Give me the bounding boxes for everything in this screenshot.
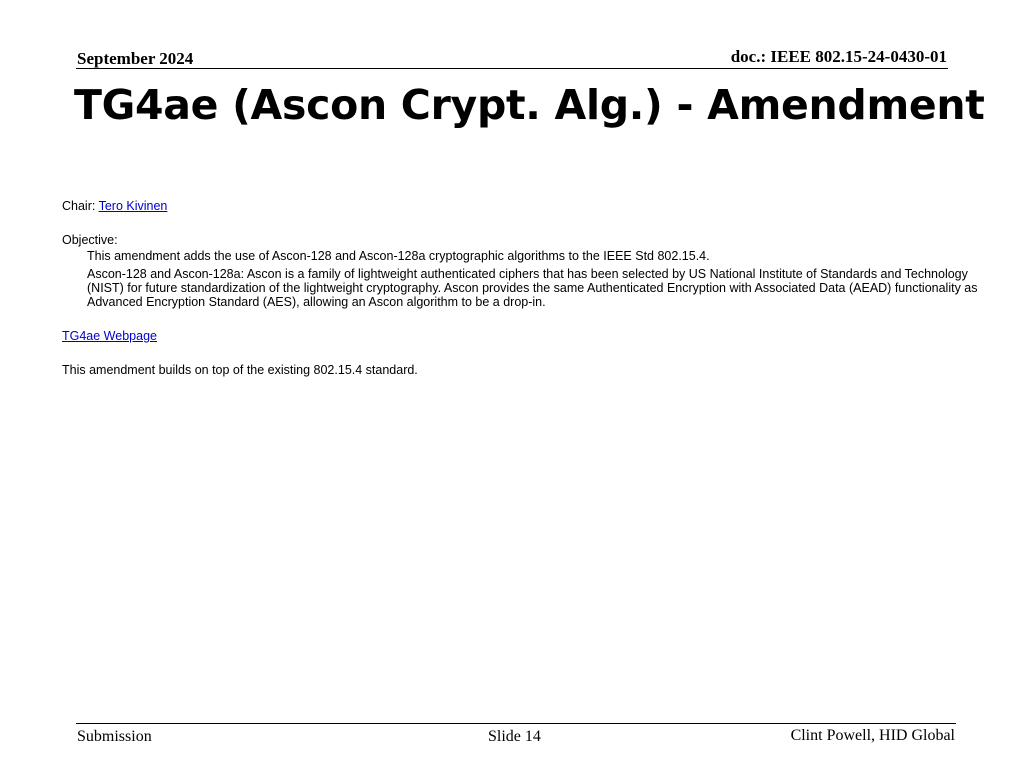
header-date: September 2024 bbox=[77, 49, 194, 68]
chair-label: Chair: bbox=[62, 199, 99, 213]
closing-text: This amendment builds on top of the existing 802.15.4 standard. bbox=[62, 363, 418, 377]
objective-item: This amendment adds the use of Ascon-128 and Ascon-128a cryptographic algorithms to the IEEE Std 802.15.4. bbox=[87, 249, 710, 263]
footer-slide-number: Slide 14 bbox=[488, 728, 541, 745]
webpage-line bbox=[62, 329, 987, 343]
header-doc-id: doc.: IEEE 802.15-24-0430-01 bbox=[730, 47, 947, 66]
chair-line bbox=[62, 199, 987, 213]
header-divider bbox=[76, 68, 948, 69]
chair-name-link[interactable]: Tero Kivinen bbox=[98, 199, 168, 213]
slide-title: TG4ae (Ascon Crypt. Alg.) - Amendment bbox=[74, 81, 985, 129]
objective-item: Ascon-128 and Ascon-128a: Ascon is a family of lightweight authenticated ciphers that has been selected by US National Institute of Standards and Technology (NIST) for future standardization of the lightweight cryptography. Ascon provides the same Authenticated Encryption with Associated Data (AEAD) functionality as Advanced Encryption Standard (AES), allowing an Ascon algorithm to be a drop-in. bbox=[87, 267, 978, 309]
objective-label: Objective: bbox=[62, 233, 118, 247]
footer-submission: Submission bbox=[77, 728, 152, 745]
footer-divider bbox=[76, 723, 956, 724]
footer-author: Clint Powell, HID Global bbox=[790, 727, 955, 744]
tg4ae-webpage-link[interactable]: TG4ae Webpage bbox=[62, 329, 157, 343]
slide-body bbox=[62, 199, 987, 397]
